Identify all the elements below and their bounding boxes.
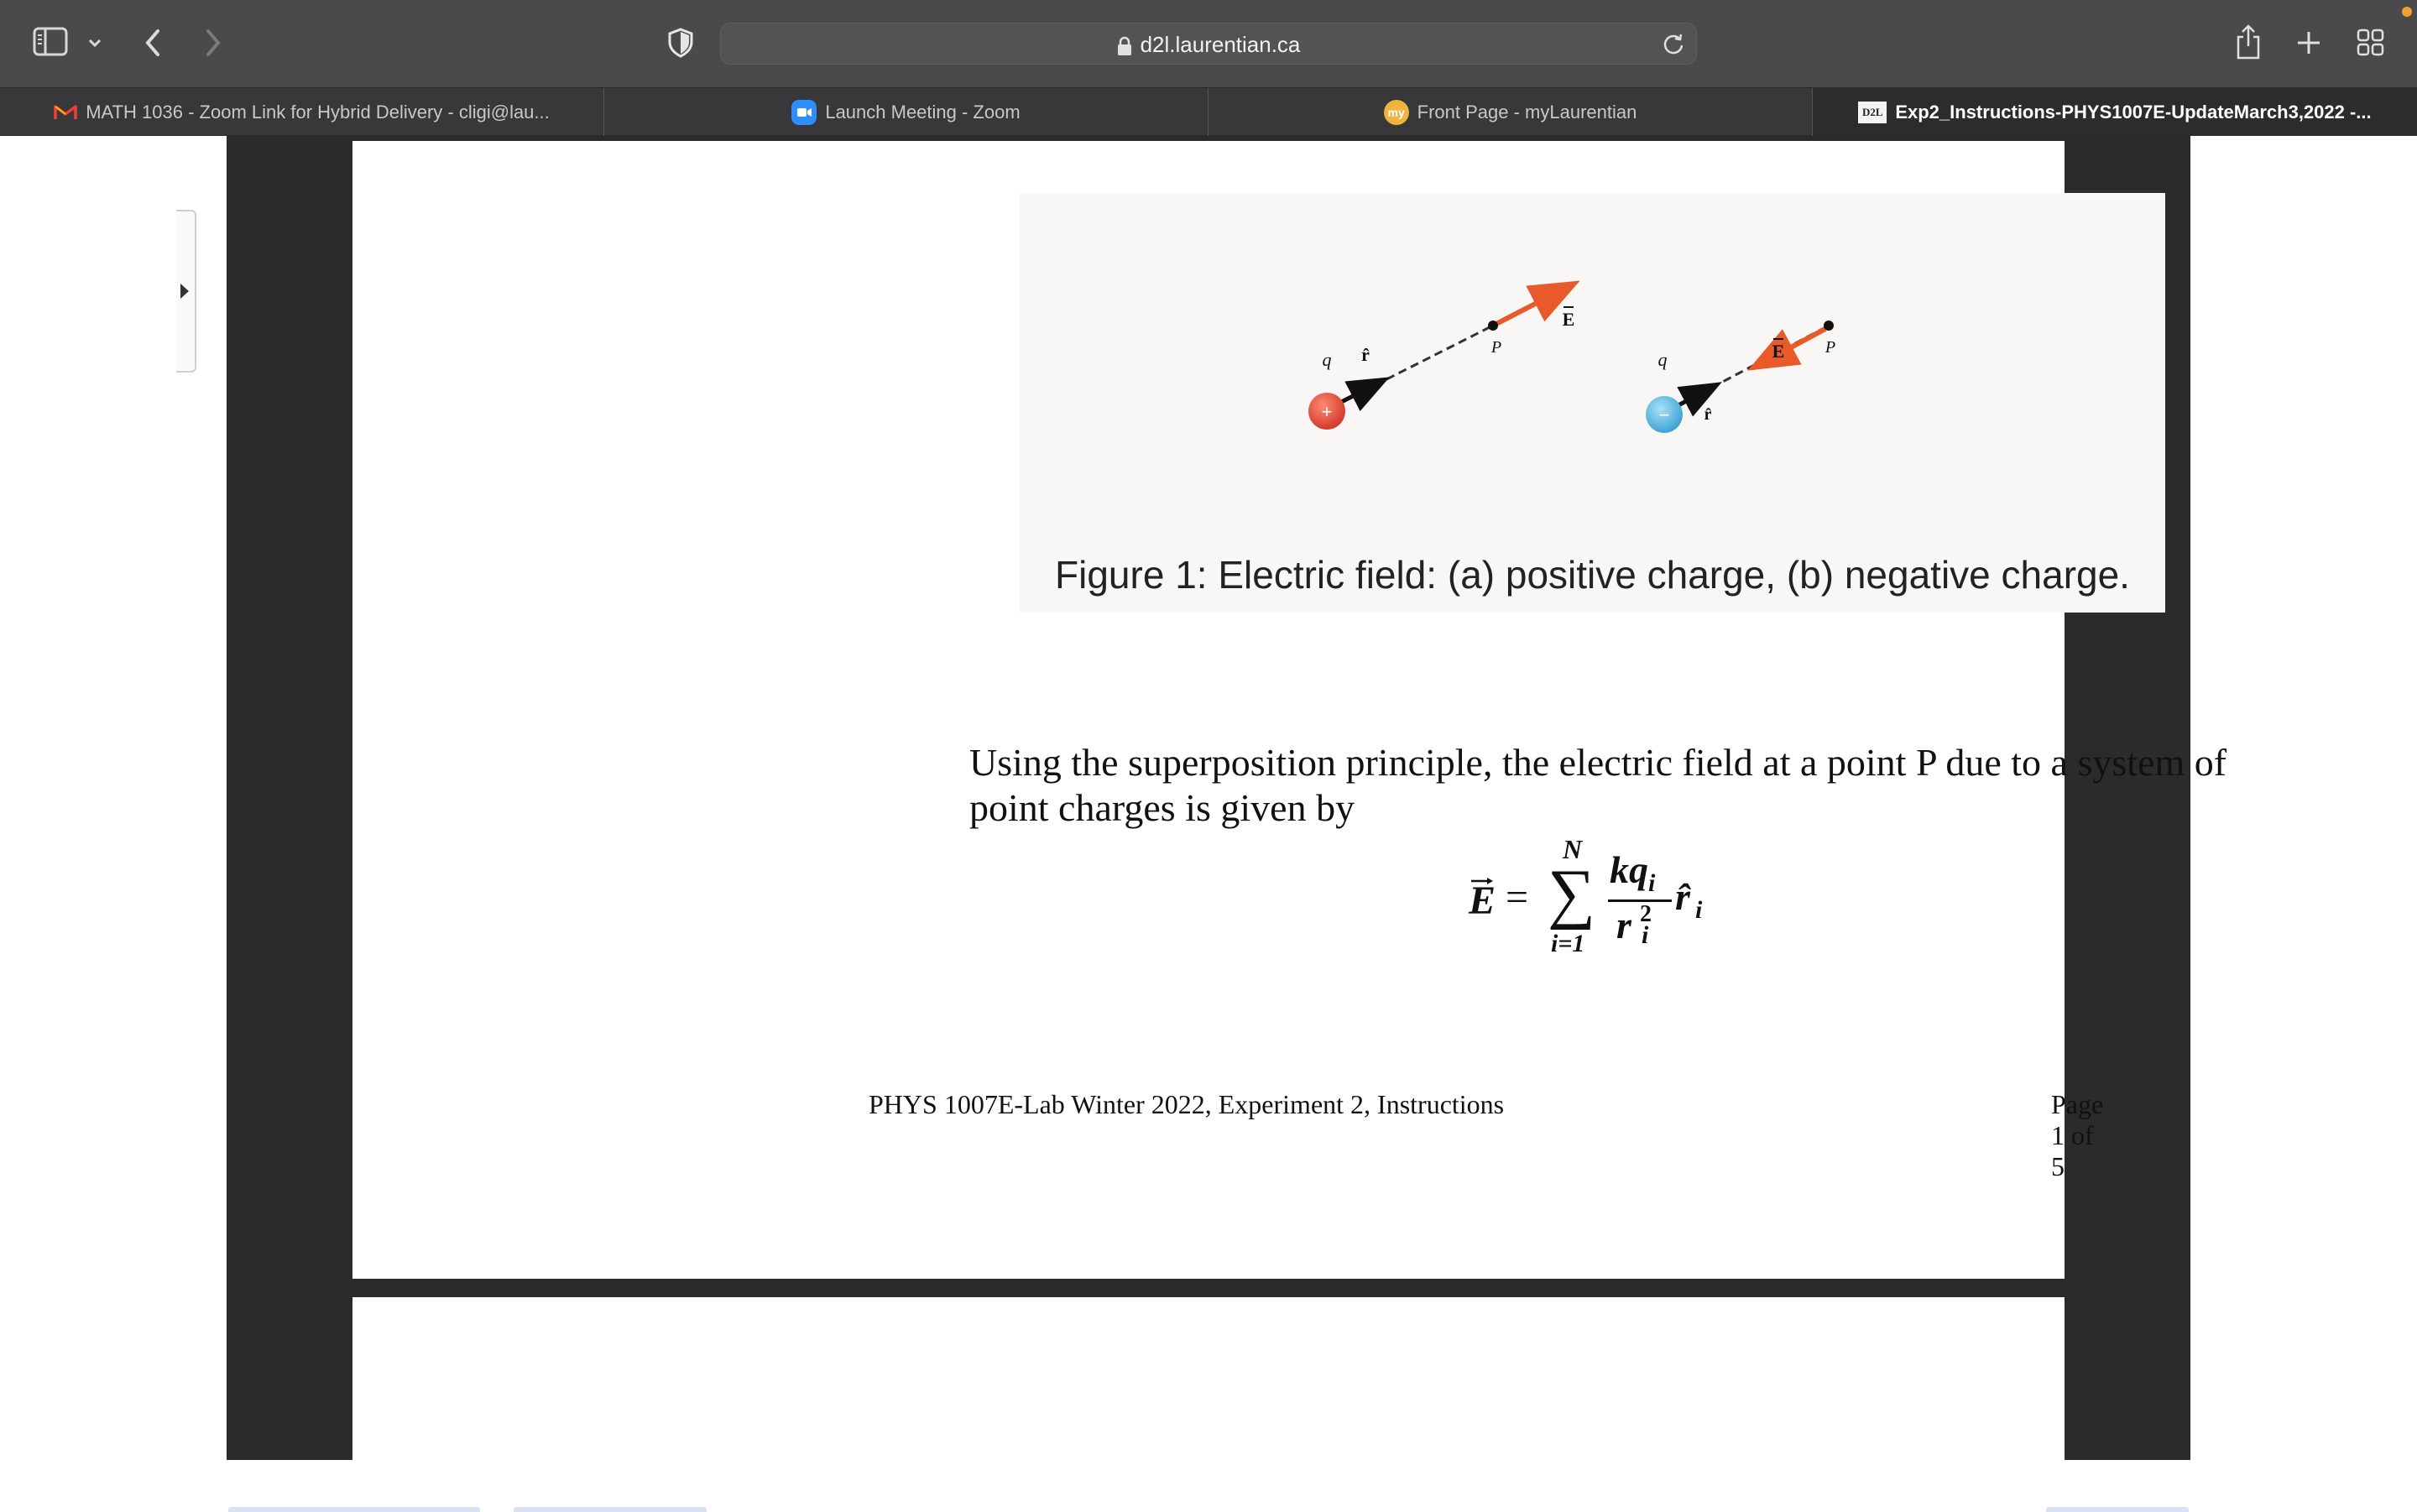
forward-button[interactable] — [198, 25, 228, 60]
pdf-page-1 — [352, 141, 2227, 1279]
field-arrow-a — [1493, 285, 1571, 326]
zoom-icon — [791, 100, 817, 125]
tab-overview-button[interactable] — [2355, 25, 2387, 60]
superposition-formula — [1469, 834, 1729, 980]
new-tab-button[interactable] — [2293, 25, 2325, 60]
reload-icon — [1661, 32, 1686, 57]
share-icon — [2234, 23, 2263, 60]
tab-math-zoom[interactable] — [0, 88, 604, 137]
numerator-sub: i — [1648, 869, 1656, 898]
point-label-a: P — [1490, 338, 1502, 357]
numerator — [1610, 847, 1655, 898]
tab-bar — [0, 87, 2417, 136]
field-label-a: E — [1562, 309, 1575, 330]
body-paragraph: Using the superposition principle, the electric field at a point P due to a system of point charges is given by — [969, 741, 2227, 829]
d2l-icon — [1858, 102, 1887, 123]
back-button[interactable] — [138, 25, 168, 60]
tab-label: Front Page - myLaurentian — [1417, 102, 1637, 123]
chevron-left-icon — [144, 28, 162, 58]
bottom-tab-stub-2 — [514, 1507, 707, 1512]
sum-lower-limit: i=1 — [1551, 930, 1585, 957]
gmail-icon — [54, 104, 77, 121]
charge-label-b: q — [1657, 349, 1668, 370]
sum-upper-limit: N — [1563, 834, 1583, 864]
footer-page-number: Page 1 of 5 — [2051, 1089, 2104, 1181]
chevron-down-icon — [87, 38, 102, 48]
tab-launch-meeting[interactable] — [604, 88, 1208, 137]
lock-icon — [1117, 36, 1132, 56]
tab-label: MATH 1036 - Zoom Link for Hybrid Delivery - cligi@lau... — [86, 102, 550, 123]
bottom-tab-stub-1 — [228, 1507, 480, 1512]
shield-icon — [667, 28, 694, 58]
point-label-b: P — [1824, 338, 1836, 357]
browser-toolbar — [0, 0, 2417, 87]
tab-label: Exp2_Instructions-PHYS1007E-UpdateMarch3,2022 -... — [1895, 102, 2372, 123]
denominator — [1616, 903, 1631, 947]
mylaurentian-icon — [1384, 100, 1409, 125]
sidebar-expand-handle[interactable] — [176, 210, 196, 373]
unit-vector-sub: i — [1695, 896, 1703, 924]
caret-right-icon — [179, 282, 191, 300]
plus-sign: + — [1321, 401, 1333, 422]
tab-overview-icon — [2357, 29, 2385, 57]
page-content — [0, 136, 2417, 1510]
url-text: d2l.laurentian.ca — [1140, 32, 1301, 57]
footer-course-info: PHYS 1007E-Lab Winter 2022, Experiment 2, Instructions — [869, 1089, 1505, 1119]
unit-vector: r̂ — [1675, 875, 1690, 918]
point-p-a — [1488, 321, 1498, 331]
electric-field-diagram — [1020, 193, 2165, 445]
field-arrow-b — [1757, 329, 1825, 366]
figure-caption: Figure 1: Electric field: (a) positive charge, (b) negative charge. — [1055, 553, 2130, 597]
chevron-right-icon — [204, 28, 222, 58]
address-url — [721, 23, 1696, 65]
notification-dot — [2402, 7, 2412, 17]
unit-vector-label-b: r̂ — [1704, 405, 1712, 424]
bottom-tab-stub-3 — [2046, 1507, 2189, 1512]
sigma-symbol: ∑ — [1548, 857, 1596, 931]
sidebar-icon — [33, 27, 70, 57]
plus-icon — [2295, 29, 2322, 56]
negative-charge-diagram — [1646, 321, 1835, 433]
charge-label-a: q — [1322, 349, 1332, 370]
share-button[interactable] — [2232, 22, 2264, 62]
address-bar[interactable] — [720, 23, 1697, 65]
reload-button[interactable] — [1661, 32, 1686, 57]
tab-label: Launch Meeting - Zoom — [825, 102, 1021, 123]
pdf-page-2 — [352, 1297, 2065, 1460]
privacy-report-button[interactable] — [665, 25, 697, 60]
numerator-kq: kq — [1610, 848, 1648, 891]
unit-vector-label-a: r̂ — [1361, 344, 1370, 365]
point-p-b — [1824, 321, 1834, 331]
d2l-icon-text: D2L — [1862, 106, 1883, 118]
denominator-sub: i — [1642, 921, 1649, 949]
formula-equals: = — [1506, 875, 1529, 920]
tab-exp2-instructions[interactable] — [1813, 88, 2417, 137]
positive-charge-diagram — [1308, 285, 1574, 430]
field-label-b: E — [1772, 341, 1785, 362]
tab-group-dropdown-button[interactable] — [84, 32, 106, 54]
denominator-sup: 2 — [1640, 901, 1652, 927]
tab-front-page[interactable] — [1208, 88, 1813, 137]
denominator-r: r — [1616, 904, 1631, 946]
formula-lhs: E — [1469, 879, 1496, 923]
minus-sign: − — [1658, 404, 1670, 425]
figure-1 — [1020, 193, 2165, 613]
sidebar-toggle-button[interactable] — [32, 25, 70, 59]
mylaurentian-icon-text: my — [1387, 106, 1405, 119]
